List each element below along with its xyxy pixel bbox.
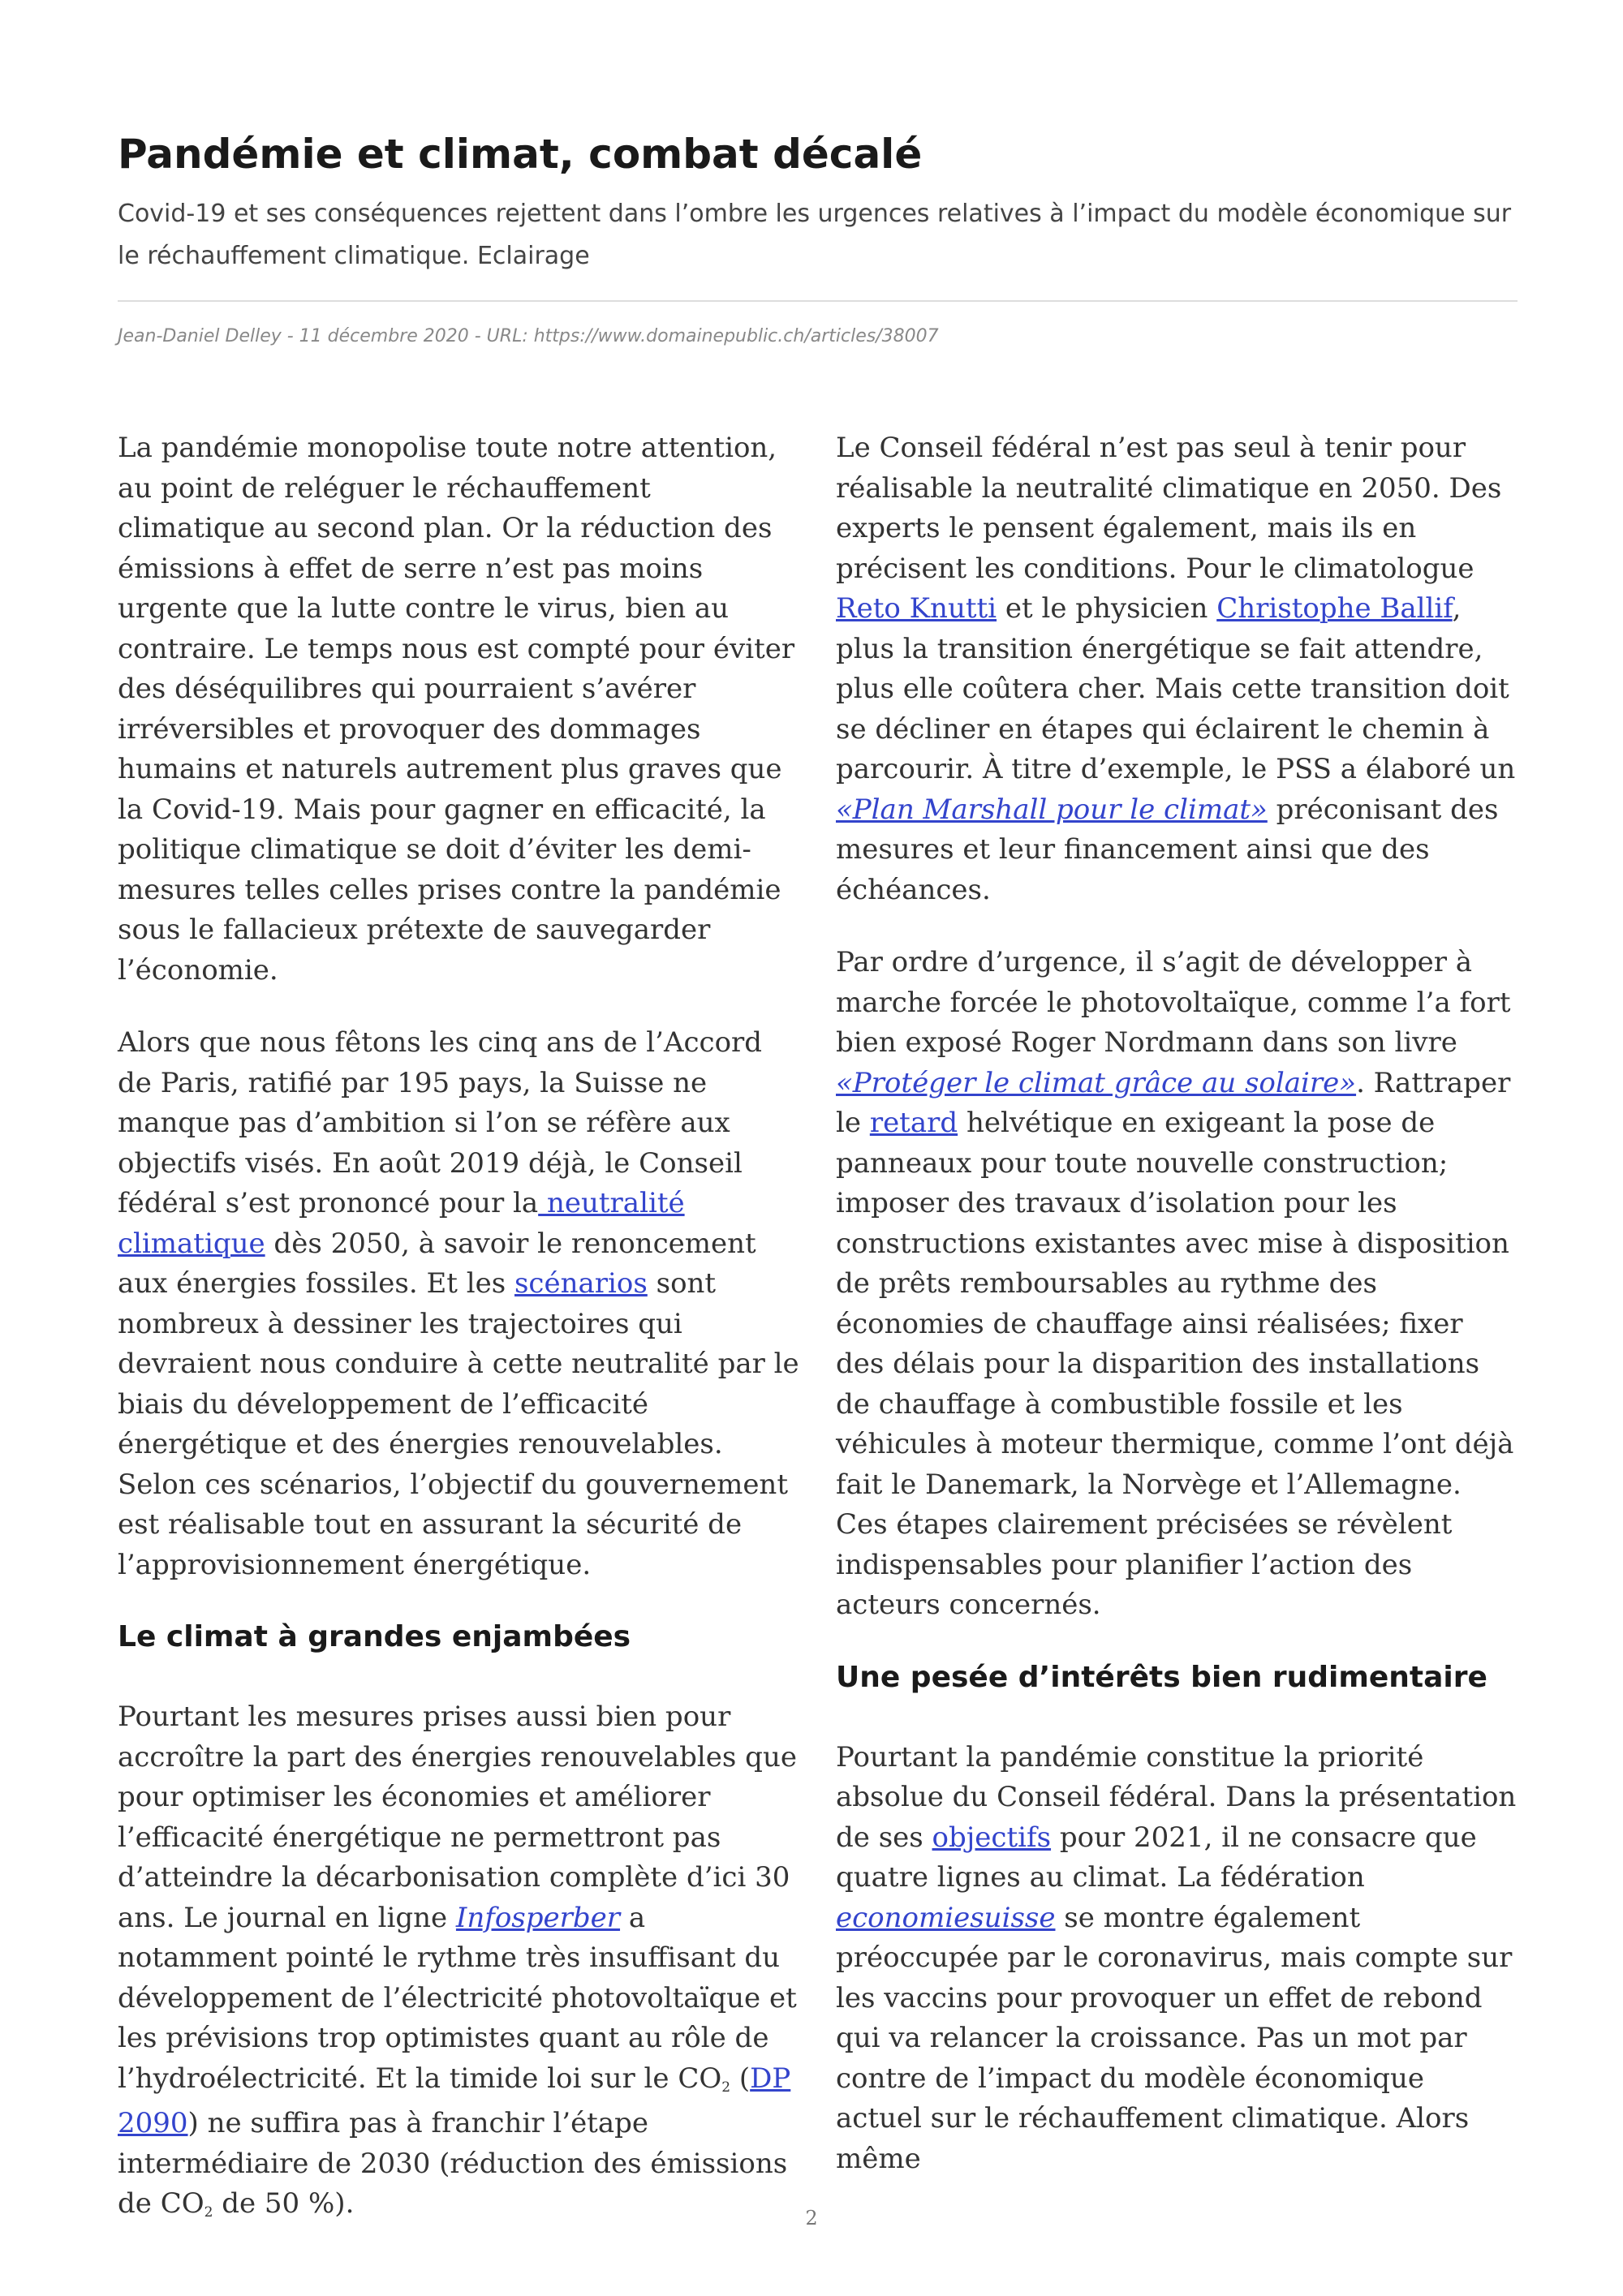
text-run: Le Conseil fédéral n’est pas seul à tenir pour réalisable la neutralité climatique en 2050. Des experts le pensent également, mais ils en précisent les conditions. Pour le climatologue — [836, 432, 1502, 585]
link-reto-knutti[interactable]: Reto Knutti — [836, 592, 997, 625]
link-retard[interactable]: retard — [869, 1107, 958, 1139]
article-title: Pandémie et climat, combat décalé — [118, 131, 923, 178]
link-scenarios[interactable]: scénarios — [514, 1267, 648, 1300]
paragraph: La pandémie monopolise toute notre attention, au point de reléguer le réchauffement climatique au second plan. Or la réduction des émissions à effet de serre n’est pas moins urgente que la lutte contre le virus, bien au contraire. Le temps nous est compté pour éviter des déséquilibres qui pourraient s’avérer irréversibles et provoquer des dommages humains et naturels autrement plus graves que la Covid-19. Mais pour gagner en efficacité, la politique climatique se doit d’éviter les demi-mesures telles celles prises contre la pandémie sous le fallacieux prétexte de sauvegarder l’économie. — [118, 432, 795, 987]
text-run: Pourtant la pandémie constitue la priorité absolue du Conseil fédéral. Dans la présentation de ses — [836, 1740, 1517, 1854]
text-run: , plus la transition énergétique se fait attendre, plus elle coûtera cher. Mais cette transition doit se décliner en étapes qui éclairent le chemin à parcourir. À titre d’exemple, le PSS a élaboré un — [836, 592, 1516, 785]
subscript: 2 — [204, 2204, 213, 2221]
text-run: préconisant des mesures et leur financement ainsi que des échéances. — [836, 793, 1499, 906]
text-run: ) ne suffira pas à franchir l’étape intermédiaire de 2030 (réduction des émissions de CO — [118, 2107, 788, 2220]
link-neutralite-climatique[interactable]: neutralité climatique — [118, 1187, 685, 1260]
text-run: Pourtant les mesures prises aussi bien pour accroître la part des énergies renouvelables que pour optimiser les économies et améliorer l’efficacité énergétique ne permettront pas d’atteindre la décarbonisation complète d’ici 30 ans. Le journal en ligne — [118, 1701, 797, 1934]
link-infosperber[interactable]: Infosperber — [455, 1901, 621, 1934]
text-run: Alors que nous fêtons les cinq ans de l’Accord de Paris, ratifié par 195 pays, la Suisse ne manque pas d’ambition si l’on se réfère aux objectifs visés. En août 2019 déjà, le Conseil fédéral s’est prononcé pour la — [118, 1026, 763, 1219]
paragraph — [118, 1023, 799, 1585]
text-run: ( — [730, 2062, 751, 2095]
article-meta: Jean-Daniel Delley - 11 décembre 2020 - URL: https://www.domainepublic.ch/articles/38007 — [118, 326, 939, 346]
text-run: sont nombreux à dessiner les trajectoires qui devraient nous conduire à cette neutralité par le biais du développement de l’efficacité énergétique et des énergies renouvelables. Selon ces scénarios, l’objectif du gouvernement est réalisable tout en assurant la sécurité de l’approvisionnement énergétique. — [118, 1267, 799, 1581]
paragraph — [836, 1738, 1518, 2180]
text-run: a notamment pointé le rythme très insuffisant du développement de l’électricité photovoltaïque et les prévisions trop optimistes quant au rôle de l’hydroélectricité. Et la timide loi sur le CO — [118, 1901, 797, 2095]
text-run: et le physicien — [997, 592, 1217, 625]
header-divider — [118, 300, 1518, 302]
right-column — [836, 428, 1518, 2212]
section-heading: Le climat à grandes enjambées — [118, 1620, 631, 1653]
paragraph — [836, 943, 1518, 1626]
text-run: helvétique en exigeant la pose de panneaux pour toute nouvelle construction; imposer des travaux d’isolation pour les constructions existantes avec mise à disposition de prêts remboursables au rythme des économies de chauffage ainsi réalisées; fixer des délais pour la disparition des installations de chauffage à combustible fossile et les véhicules à moteur thermique, comme l’ont déjà fait le Danemark, la Norvège et l’Allemagne. Ces étapes clairement précisées se révèlent indispensables pour planifier l’action des acteurs concernés. — [836, 1107, 1514, 1621]
link-dp-2090[interactable]: DP 2090 — [118, 2062, 791, 2139]
article-header — [118, 130, 1518, 346]
link-objectifs[interactable]: objectifs — [932, 1821, 1052, 1854]
section-heading: Une pesée d’intérêts bien rudimentaire — [836, 1660, 1487, 1694]
page-number: 2 — [805, 2207, 818, 2229]
link-proteger-le-climat[interactable]: «Protéger le climat grâce au solaire» — [836, 1066, 1357, 1099]
link-plan-marshall[interactable]: «Plan Marshall pour le climat» — [836, 793, 1268, 826]
text-run: dès 2050, à savoir le renoncement aux énergies fossiles. Et les — [118, 1227, 756, 1300]
left-column — [118, 428, 799, 2262]
paragraph — [836, 428, 1518, 910]
text-run: pour 2021, il ne consacre que quatre lignes au climat. La fédération — [836, 1821, 1477, 1894]
text-run: . Rattraper le — [836, 1066, 1511, 1139]
article-subtitle: Covid-19 et ses conséquences rejettent dans l’ombre les urgences relatives à l’impact du modèle économique sur le réchauffement climatique. Eclairage — [118, 200, 1512, 270]
text-run: de 50 %). — [213, 2187, 355, 2220]
paragraph — [118, 1697, 799, 2229]
text-run: se montre également préoccupée par le coronavirus, mais compte sur les vaccins pour provoquer un effet de rebond qui va relancer la croissance. Pas un mot par contre de l’impact du modèle économique actuel sur le réchauffement climatique. Alors même — [836, 1901, 1513, 2175]
link-christophe-ballif[interactable]: Christophe Ballif — [1216, 592, 1453, 625]
link-economiesuisse[interactable]: economiesuisse — [836, 1901, 1056, 1934]
subscript: 2 — [721, 2079, 731, 2096]
text-run: Par ordre d’urgence, il s’agit de développer à marche forcée le photovoltaïque, comme l’a fort bien exposé Roger Nordmann dans son livre — [836, 946, 1511, 1059]
